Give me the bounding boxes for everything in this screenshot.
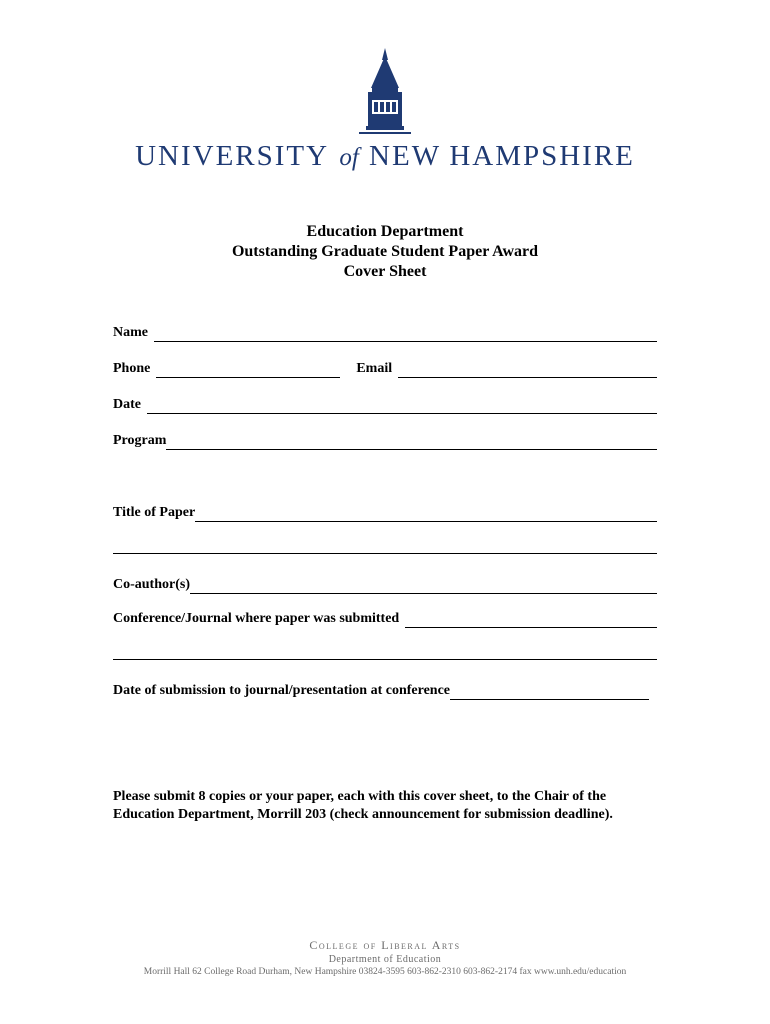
wordmark-university: UNIVERSITY <box>135 140 330 172</box>
conference-continuation-row <box>113 646 657 660</box>
title-of-paper-field[interactable] <box>195 508 657 522</box>
coauthors-row <box>113 576 657 594</box>
department-name: Department of Education <box>328 954 442 965</box>
coauthors-label: Co-author(s) <box>113 577 190 592</box>
name-row <box>113 324 657 342</box>
conference-row <box>113 610 657 628</box>
submission-instructions: Please submit 8 copies or your paper, each with this cover sheet, to the Chair of the Education Department, Morrill 203 (check announcement for submission deadline). <box>113 789 613 822</box>
program-label: Program <box>113 433 167 448</box>
conference-label: Conference/Journal where paper was submitted <box>113 611 400 626</box>
program-field[interactable] <box>166 436 657 450</box>
program-row <box>113 432 657 450</box>
footer <box>0 938 770 977</box>
thompson-hall-tower-icon <box>355 48 415 136</box>
title-of-paper-label: Title of Paper <box>113 505 196 520</box>
name-label: Name <box>113 325 148 340</box>
date-label: Date <box>113 397 141 412</box>
coauthors-field[interactable] <box>190 580 657 594</box>
unh-logo <box>0 48 770 178</box>
phone-label: Phone <box>113 361 151 376</box>
title-of-paper-continuation-field[interactable] <box>113 540 657 554</box>
cover-sheet-title: Cover Sheet <box>343 263 427 280</box>
contact-address: Morrill Hall 62 College Road Durham, New Hampshire 03824-3595 603-862-2310 603-862-2174 fax www.unh.edu/education <box>143 967 627 977</box>
name-field[interactable] <box>154 328 657 342</box>
submission-date-label: Date of submission to journal/presentation at conference <box>113 683 451 698</box>
university-wordmark <box>0 140 770 173</box>
department-title: Education Department <box>306 223 464 240</box>
email-field[interactable] <box>398 364 657 378</box>
phone-email-row <box>113 360 657 378</box>
submission-date-row <box>113 682 649 700</box>
title-row <box>113 504 657 522</box>
date-field[interactable] <box>147 400 657 414</box>
conference-field[interactable] <box>405 614 657 628</box>
submission-date-field[interactable] <box>450 686 649 700</box>
phone-field[interactable] <box>156 364 340 378</box>
email-label: Email <box>356 361 393 376</box>
date-row <box>113 396 657 414</box>
conference-continuation-field[interactable] <box>113 646 657 660</box>
award-title: Outstanding Graduate Student Paper Award <box>231 243 539 260</box>
wordmark-new: NEW <box>369 140 442 172</box>
college-name: College of Liberal Arts <box>309 938 461 952</box>
wordmark-of: of <box>339 144 359 171</box>
title-continuation-row <box>113 540 657 554</box>
wordmark-hampshire: HAMPSHIRE <box>449 140 635 172</box>
